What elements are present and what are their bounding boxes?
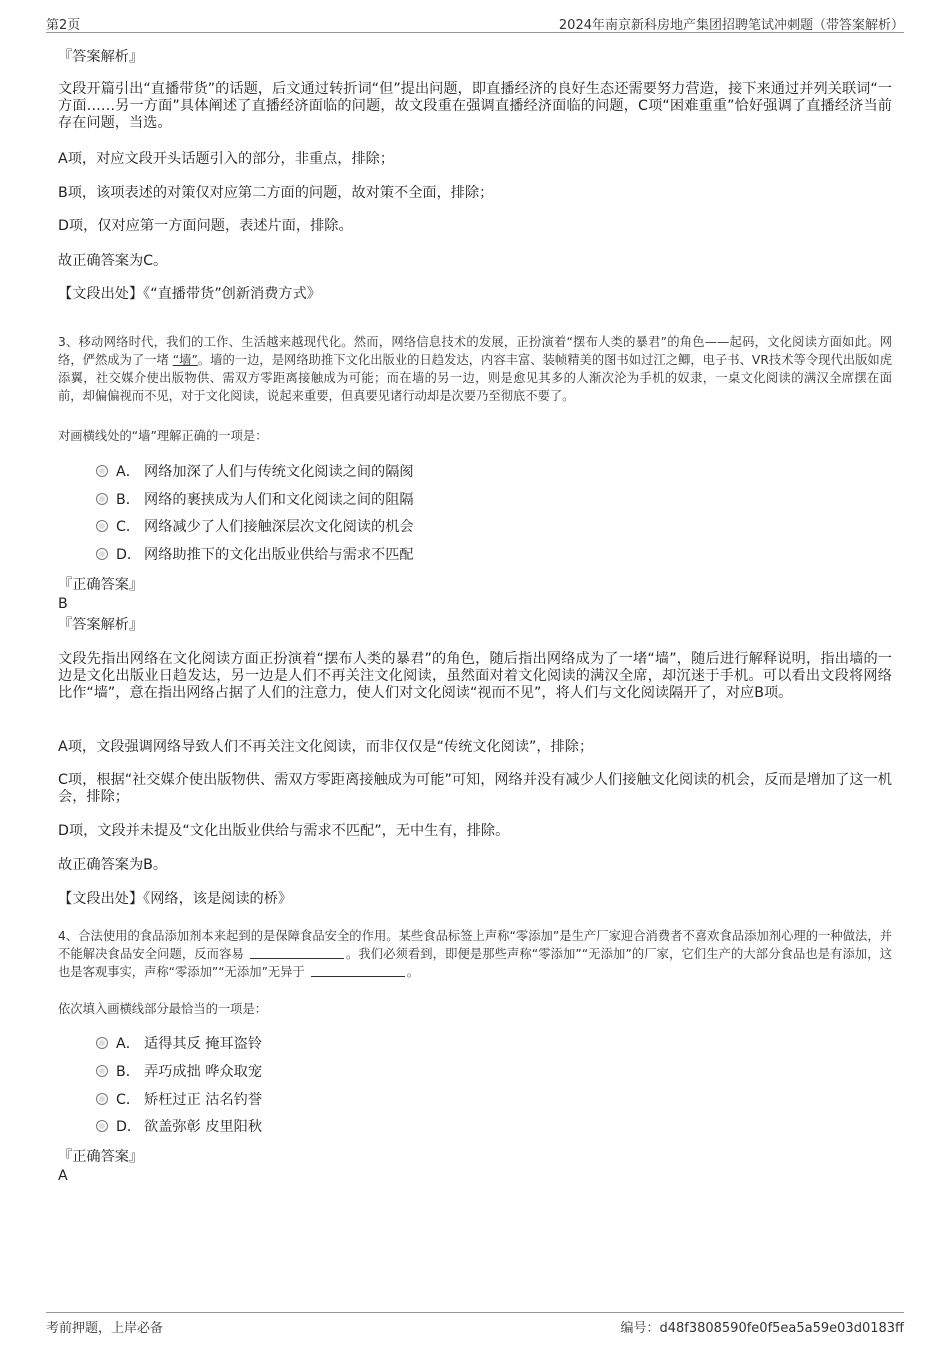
q2-note-d: D项，仅对应第一方面问题，表述片面，排除。 xyxy=(58,218,353,234)
q4-answer: A xyxy=(58,1168,68,1184)
q3-analysis-label: 『答案解析』 xyxy=(58,617,144,633)
q3-source: 【文段出处】《网络，该是阅读的桥》 xyxy=(58,891,293,907)
q2-source: 【文段出处】《“直播带货”创新消费方式》 xyxy=(58,286,321,302)
q3-option-c[interactable]: C． 网络减少了人们接触深层次文化阅读的机会 xyxy=(96,517,414,537)
footer-slogan: 考前押题，上岸必备 xyxy=(46,1321,164,1336)
q2-conclusion: 故正确答案为C。 xyxy=(58,253,168,269)
q3-note-d: D项，文段并未提及“文化出版业供给与需求不匹配”，无中生有，排除。 xyxy=(58,823,510,839)
q4-blank-2 xyxy=(311,964,405,977)
q3-stem-part-b: 。墙的一边，是网络助推下文化出版业的日趋发达，内容丰富、装帧精美的图书如过江之鲫，电子书、VR技术等令现代出版如虎添翼，社交媒介使出版物供、需双方零距离接触成为可能；而在墙的另一边，则是愈见其多的人渐次沦为手机的奴隶，一桌文化阅读的满汉全席摆在面前，却偏偏视而不见，对于文化阅读，说起来重要，但真要见诸行动却是次要乃至彻底不要了。 xyxy=(58,353,892,403)
page-header xyxy=(46,12,904,33)
q3-answer: B xyxy=(58,596,68,612)
q3-question: 对画横线处的“墙”理解正确的一项是： xyxy=(58,429,268,443)
q3-option-b[interactable]: B． 网络的裹挟成为人们和文化阅读之间的阻隔 xyxy=(96,490,414,510)
q4-stem-part-c: 。 xyxy=(406,965,420,979)
radio-icon[interactable] xyxy=(96,493,108,505)
q4-answer-label: 『正确答案』 xyxy=(58,1149,144,1165)
q4-option-c[interactable]: C． 矫枉过正 沽名钓誉 xyxy=(96,1090,262,1110)
q3-option-a[interactable]: A． 网络加深了人们与传统文化阅读之间的隔阂 xyxy=(96,462,414,482)
q4-option-a[interactable]: A． 适得其反 掩耳盗铃 xyxy=(96,1034,262,1054)
q3-analysis: 文段先指出网络在文化阅读方面正扮演着“摆布人类的暴君”的角色，随后指出网络成为了一堵“墙”，随后进行解释说明，指出墙的一边是文化出版业日趋发达，另一边是人们不再关注文化阅读，虽然面对着文化阅读的满汉全席，却沉迷于手机。可以看出文段将网络比作“墙”，意在指出网络占据了人们的注意力，使人们对文化阅读“视而不见”，将人们与文化阅读隔开了，对应B项。 xyxy=(58,651,892,701)
page-number: 第2页 xyxy=(46,18,81,33)
q4-stem-part-b: 。我们必须看到，即便是那些声称“零添加”“无添加”的厂家，它们生产的大部分食品也是有添加，这也是客观事实，声称“零添加”“无添加”无异于 xyxy=(58,947,892,979)
q4-blank-1 xyxy=(250,946,344,959)
q4-stem-part-a: 4、合法使用的食品添加剂本来起到的是保障食品安全的作用。某些食品标签上声称“零添加”是生产厂家迎合消费者不喜欢食品添加剂心理的一种做法，并不能解决食品安全问题，反而容易 xyxy=(58,929,892,961)
q2-note-b: B项，该项表述的对策仅对应第二方面的问题，故对策不全面，排除； xyxy=(58,185,494,201)
q4-option-d[interactable]: D． 欲盖弥彰 皮里阳秋 xyxy=(96,1117,262,1137)
q3-note-c: C项，根据“社交媒介使出版物供、需双方零距离接触成为可能”可知，网络并没有减少人们接触文化阅读的机会，反而是增加了这一机会，排除； xyxy=(58,772,892,805)
radio-icon[interactable] xyxy=(96,548,108,560)
document-title: 2024年南京新科房地产集团招聘笔试冲刺题（带答案解析） xyxy=(558,18,904,33)
q3-underlined-wall: “墙” xyxy=(172,353,198,367)
radio-icon[interactable] xyxy=(96,1065,108,1077)
page-footer xyxy=(46,1312,904,1339)
q4-option-b[interactable]: B． 弄巧成拙 哗众取宠 xyxy=(96,1062,262,1082)
document-id: 编号：d48f3808590fe0f5ea5a59e03d0183ff xyxy=(620,1321,904,1336)
radio-icon[interactable] xyxy=(96,1093,108,1105)
q4-stem xyxy=(58,927,892,981)
q3-stem xyxy=(58,333,892,405)
radio-icon[interactable] xyxy=(96,465,108,477)
radio-icon[interactable] xyxy=(96,1120,108,1132)
q3-conclusion: 故正确答案为B。 xyxy=(58,857,168,873)
q3-option-d[interactable]: D． 网络助推下的文化出版业供给与需求不匹配 xyxy=(96,545,414,565)
q2-analysis-label: 『答案解析』 xyxy=(58,49,144,65)
radio-icon[interactable] xyxy=(96,1037,108,1049)
q2-analysis: 文段开篇引出“直播带货”的话题，后文通过转折词“但”提出问题，即直播经济的良好生态还需要努力营造，接下来通过并列关联词“一方面……另一方面”具体阐述了直播经济面临的问题，故文段重在强调直播经济面临的问题，C项“困难重重”恰好强调了直播经济当前存在问题，当选。 xyxy=(58,81,892,131)
q3-stem-part-a: 3、移动网络时代，我们的工作、生活越来越现代化。然而，网络信息技术的发展，正扮演着“摆布人类的暴君”的角色——起码，文化阅读方面如此。网络，俨然成为了一堵 xyxy=(58,335,892,367)
q2-note-a: A项，对应文段开头话题引入的部分，非重点，排除； xyxy=(58,151,395,167)
q3-answer-label: 『正确答案』 xyxy=(58,577,144,593)
q4-question: 依次填入画横线部分最恰当的一项是： xyxy=(58,1002,268,1016)
q3-note-a: A项，文段强调网络导致人们不再关注文化阅读，而非仅仅是“传统文化阅读”，排除； xyxy=(58,739,594,755)
radio-icon[interactable] xyxy=(96,520,108,532)
